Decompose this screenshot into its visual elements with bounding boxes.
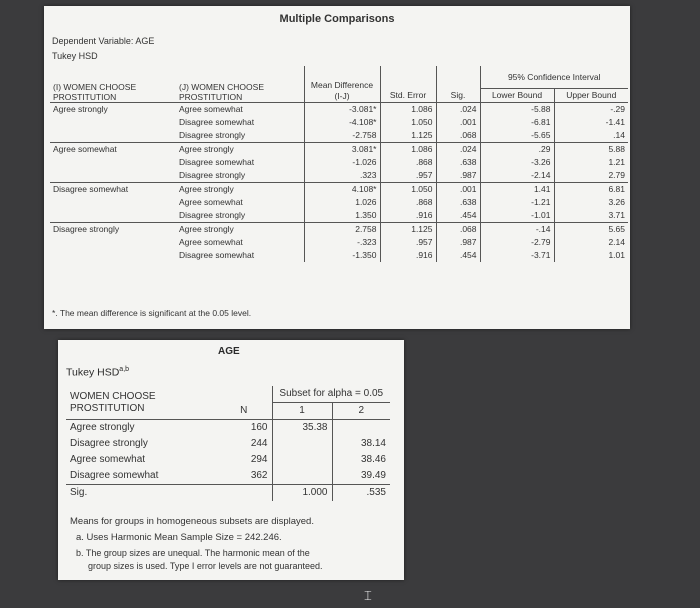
mean-difference-cell: -4.108* (304, 116, 380, 129)
subset-header: Subset for alpha = 0.05 (272, 386, 390, 403)
j-group-cell: Agree somewhat (179, 104, 243, 114)
i-group-cell: Agree somewhat (50, 143, 176, 157)
i-group-cell (50, 169, 176, 183)
comparison-row (50, 183, 628, 197)
i-group-cell (50, 156, 176, 169)
multiple-comparisons-body (50, 103, 628, 263)
j-group-header: (J) WOMEN CHOOSE PROSTITUTION (176, 66, 304, 103)
homogeneous-test-label: Tukey HSD$^{a,b}$ (66, 366, 130, 379)
mean-difference-header: Mean Difference (I-J) (304, 66, 380, 103)
i-group-cell (50, 249, 176, 262)
std-error-cell: 1.050 (380, 116, 436, 129)
upper-bound-cell: 6.81 (554, 183, 628, 197)
subset-row (66, 420, 390, 437)
subset-row-n: 362 (250, 470, 268, 481)
subset-row-s1: 35.38 (272, 420, 332, 437)
i-group-cell: Disagree somewhat (50, 183, 176, 197)
comparison-row (50, 196, 628, 209)
mean-difference-cell: 1.350 (304, 209, 380, 223)
std-error-cell: .957 (380, 236, 436, 249)
homogeneous-subsets-body (66, 420, 390, 485)
sig-cell: .454 (436, 209, 480, 223)
std-error-cell: 1.125 (380, 129, 436, 143)
i-group-cell (50, 129, 176, 143)
lower-bound-header: Lower Bound (480, 89, 554, 103)
std-error-cell: .868 (380, 156, 436, 169)
comparison-row (50, 143, 628, 157)
sig-cell: .001 (436, 183, 480, 197)
lower-bound-cell: -6.81 (480, 116, 554, 129)
subset-row-label: Agree somewhat (70, 454, 146, 465)
j-group-cell: Agree strongly (176, 183, 304, 197)
subset-row-n: 244 (250, 438, 268, 449)
upper-bound-cell: 1.21 (554, 156, 628, 169)
std-error-cell: 1.086 (380, 143, 436, 157)
sig-cell: .024 (436, 143, 480, 157)
subset-row-s1 (272, 468, 332, 485)
ci-header: 95% Confidence Interval (480, 66, 628, 89)
comparison-row (50, 223, 628, 237)
subset-row-s2: 38.14 (332, 436, 390, 452)
homogeneous-note-1: Means for groups in homogeneous subsets are displayed. (70, 516, 314, 527)
upper-bound-header: Upper Bound (554, 89, 628, 103)
std-error-cell: .868 (380, 196, 436, 209)
mean-difference-cell: -1.026 (304, 156, 380, 169)
sig-cell: .987 (436, 236, 480, 249)
j-group-cell: Disagree somewhat (179, 157, 255, 167)
std-error-cell: 1.125 (380, 223, 436, 237)
i-group-cell (50, 116, 176, 129)
upper-bound-cell: -.29 (554, 103, 628, 117)
subset-2-header: 2 (332, 403, 390, 420)
sig-row (66, 485, 390, 502)
comparison-row (50, 169, 628, 183)
mean-difference-cell: -.323 (304, 236, 380, 249)
std-error-cell: .957 (380, 169, 436, 183)
mean-difference-cell: 2.758 (304, 223, 380, 237)
multiple-comparisons-title: Multiple Comparisons (279, 13, 395, 25)
subset-row-n: 294 (250, 454, 268, 465)
comparison-row (50, 129, 628, 143)
lower-bound-cell: -2.14 (480, 169, 554, 183)
std-error-cell: 1.086 (380, 103, 436, 117)
lower-bound-cell: 1.41 (480, 183, 554, 197)
j-group-cell: Disagree strongly (179, 210, 246, 220)
j-group-cell: Disagree somewhat (179, 250, 255, 260)
subset-row-n: 160 (250, 422, 268, 433)
sig-cell: .024 (436, 103, 480, 117)
upper-bound-cell: 2.79 (554, 169, 628, 183)
sig-cell: .638 (436, 156, 480, 169)
lower-bound-cell: -5.65 (480, 129, 554, 143)
sig-cell: .638 (436, 196, 480, 209)
sig-row-label: Sig. (66, 485, 216, 502)
j-group-cell: Agree somewhat (179, 237, 243, 247)
upper-bound-cell: 5.88 (554, 143, 628, 157)
subset-row-s1 (272, 436, 332, 452)
significance-footnote: *. The mean difference is significant at the 0.05 level. (52, 308, 252, 318)
sig-cell: .001 (436, 116, 480, 129)
i-group-header: (I) WOMEN CHOOSE PROSTITUTION (50, 66, 176, 103)
i-group-cell: Agree strongly (53, 104, 108, 114)
j-group-cell: Disagree strongly (179, 130, 246, 140)
subset-row-label: Agree strongly (70, 422, 135, 433)
mean-difference-cell: -1.350 (304, 249, 380, 262)
subset-row-s1 (272, 452, 332, 468)
std-error-cell: .916 (380, 209, 436, 223)
sig-cell: .454 (436, 249, 480, 262)
std-error-cell: .916 (380, 249, 436, 262)
sig-cell: .068 (436, 223, 480, 237)
mean-difference-cell: .323 (304, 169, 380, 183)
comparison-row (50, 249, 628, 262)
i-group-cell (50, 196, 176, 209)
i-group-cell: Disagree strongly (50, 223, 176, 237)
sig-cell: .068 (436, 129, 480, 143)
std-error-cell: 1.050 (380, 183, 436, 197)
n-header: N (216, 386, 272, 420)
subset-row (66, 452, 390, 468)
subset-row-label: Disagree strongly (70, 438, 148, 449)
j-group-cell: Disagree somewhat (179, 117, 255, 127)
lower-bound-cell: -2.79 (480, 236, 554, 249)
mouse-cursor-icon: ⌶ (364, 588, 372, 603)
multiple-comparisons-panel (44, 6, 630, 329)
lower-bound-cell: -1.21 (480, 196, 554, 209)
i-group-cell (50, 236, 176, 249)
subset-1-header: 1 (272, 403, 332, 420)
multiple-comparisons-table (50, 66, 628, 262)
upper-bound-cell: .14 (554, 129, 628, 143)
upper-bound-cell: -1.41 (554, 116, 628, 129)
subset-row-s2: 39.49 (332, 468, 390, 485)
subset-row-s2 (332, 420, 390, 437)
lower-bound-cell: -5.88 (480, 103, 554, 117)
subset-row (66, 436, 390, 452)
comparison-row (50, 156, 628, 169)
homogeneous-note-3: b. The group sizes are unequal. The harmonic mean of the (76, 548, 310, 558)
j-group-cell: Agree strongly (176, 143, 304, 157)
comparison-row (50, 116, 628, 129)
lower-bound-cell: .29 (480, 143, 554, 157)
upper-bound-cell: 1.01 (554, 249, 628, 262)
homogeneous-title: AGE (218, 346, 240, 357)
dependent-variable-label: Dependent Variable: AGE (52, 36, 155, 46)
upper-bound-cell: 2.14 (554, 236, 628, 249)
mean-difference-cell: -2.758 (304, 129, 380, 143)
lower-bound-cell: -1.01 (480, 209, 554, 223)
comparison-row (50, 209, 628, 223)
sig-subset-2: .535 (332, 485, 390, 502)
homogeneous-subsets-table (66, 386, 390, 501)
sig-cell: .987 (436, 169, 480, 183)
subset-row-label: Disagree somewhat (70, 470, 159, 481)
sig-subset-1: 1.000 (272, 485, 332, 502)
subset-row-s2: 38.46 (332, 452, 390, 468)
homogeneous-subsets-panel (58, 340, 404, 580)
j-group-cell: Agree strongly (176, 223, 304, 237)
mean-difference-cell: 1.026 (304, 196, 380, 209)
j-group-cell: Agree somewhat (179, 197, 243, 207)
comparison-row (50, 236, 628, 249)
lower-bound-cell: -3.71 (480, 249, 554, 262)
mean-difference-cell: 4.108* (304, 183, 380, 197)
lower-bound-cell: -.14 (480, 223, 554, 237)
homogeneous-note-4: group sizes is used. Type I error levels are not guaranteed. (88, 561, 323, 571)
lower-bound-cell: -3.26 (480, 156, 554, 169)
i-group-cell (50, 209, 176, 223)
mean-difference-cell: -3.081* (304, 103, 380, 117)
upper-bound-cell: 5.65 (554, 223, 628, 237)
subset-row (66, 468, 390, 485)
test-name-label: Tukey HSD (52, 51, 98, 61)
sig-header: Sig. (436, 66, 480, 103)
comparison-row (50, 103, 628, 117)
homogeneous-note-2: a. Uses Harmonic Mean Sample Size = 242.246. (76, 532, 282, 543)
group-header: WOMEN CHOOSE PROSTITUTION (66, 386, 216, 420)
upper-bound-cell: 3.26 (554, 196, 628, 209)
upper-bound-cell: 3.71 (554, 209, 628, 223)
std-error-header: Std. Error (380, 66, 436, 103)
j-group-cell: Disagree strongly (179, 170, 246, 180)
mean-difference-cell: 3.081* (304, 143, 380, 157)
